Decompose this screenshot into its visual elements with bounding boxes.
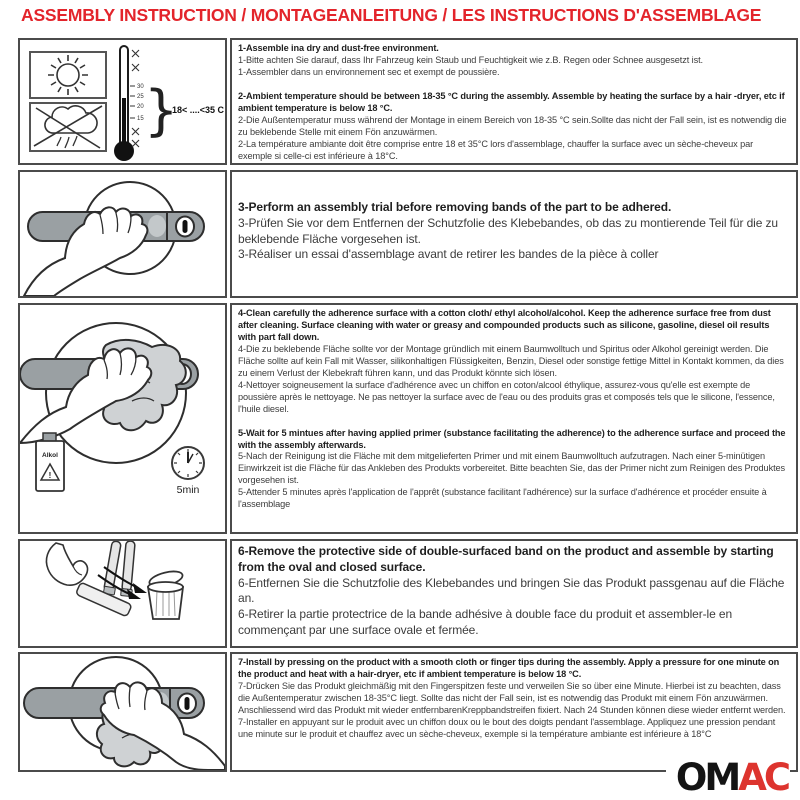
step5-fr: 5-Attender 5 minutes après l'application de l'apprêt (substance facilitant l'adhérence) sur la surface d'adhérence et procéder ensuite à l'assemblage xyxy=(238,487,767,510)
step2-de: 2-Die Außentemperatur muss während der Montage in einem Bereich von 18-35 °C sein.Sollte das nicht der Fall sein, ist es notwendig die zu beklebende Stelle mit einem Fön anzuwärmen. xyxy=(238,114,787,137)
text-steps-1-2 xyxy=(230,38,798,165)
step2-en: 2-Ambient temperature should be between 18-35 °C during the assembly. Assemble by heating the surface by a hair -dryer, etc if ambient temperature is below 18 °C. xyxy=(238,90,785,113)
step7-fr: 7-Installer en appuyant sur le produit avec un chiffon doux ou le bout des doigts pendant l'assemblage. Appliquez une pression pendant une minute sur le produit et chauffez avec un sèche-cheveux, exemple si la température ambiante est inférieure à 18°C xyxy=(238,716,776,739)
illustration-remove-band xyxy=(18,539,227,648)
page-title: ASSEMBLY INSTRUCTION / MONTAGEANLEITUNG / LES INSTRUCTIONS D'ASSEMBLAGE xyxy=(21,5,762,25)
step5-en: 5-Wait for 5 mintues after having applied primer (substance facilitating the adherence) to the adherence surface and proceed the with the assembly afterwards. xyxy=(238,427,786,450)
step4-fr: 4-Nettoyer soigneusement la surface d'adhérence avec un chiffon en coton/alcool éthylique, assurez-vous qu'elle est exempte de poussière après le nettoyage. Ne pas nettoyer la surface avec de l'eau ou des produits gras et composés tels que le silicone, l'essence, l'huile diesel. xyxy=(238,379,775,414)
step7-en: 7-Install by pressing on the product with a smooth cloth or finger tips during the assembly. Apply a pressure for one minute on the product and heat with a hair-dryer, etc if ambient temperature is below 18 °C. xyxy=(238,657,780,679)
timer-label: 5min xyxy=(176,484,200,496)
alcohol-bottle-icon xyxy=(36,433,64,491)
step3-fr: 3-Réaliser un essai d'assemblage avant de retirer les bandes de la pièce à coller xyxy=(238,247,659,262)
brand-logo-red: AC xyxy=(738,756,788,800)
step7-de: 7-Drücken Sie das Produkt gleichmäßig mit den Fingerspitzen feste und verweilen Sie so über eine Minute. Hierbei ist zu beachten, dass die Außentemperatur zwischen 18-35°C liegt. Sollte das nicht der Fall sein, ist es notwendig das Produkt mit einem Fön anzuwärmen. Anschliessend wird das Produkt mit wieder entfernbarenKreppbandstreifen fixiert. Nach 24 Stunden können diese wieder entfernt werden. xyxy=(238,680,786,715)
handle-highlight xyxy=(148,215,166,237)
illustration-assembly-trial xyxy=(18,170,227,298)
step4-en: 4-Clean carefully the adherence surface with a cotton cloth/ ethyl alcohol/alcohol. Keep the adherence surface free from dust after cleaning. Surface cleaning with water or greasy and compounded products such as silicone, gasoline, diesel oil results with part fall down. xyxy=(238,308,771,342)
warning-mark: ! xyxy=(48,471,52,480)
svg-text:15: 15 xyxy=(137,116,144,122)
brand-logo-black: OM xyxy=(675,756,739,800)
handle-trial-illustration xyxy=(20,172,225,296)
svg-text:20: 20 xyxy=(137,104,144,110)
step1-fr: 1-Assembler dans un environnement sec et exempt de poussière. xyxy=(238,66,500,77)
step1-en: 1-Assemble ina dry and dust-free environment. xyxy=(238,43,439,53)
step4-de: 4-Die zu beklebende Fläche sollte vor der Montage gründlich mit einem Baumwolltuch und Spiritus oder Alkohol gereinigt werden. Die Fläche sollte auf kein Fall mit Wasser, silikonhaltigen Flüssigkeiten, Benzin, Diesel oder sonstige fettige Mittel in Kontakt kommen, da dies zu einem Verlust der Klebekraft führen kann, und das Produkt könnte sich lösen. xyxy=(238,343,784,378)
environment-illustration xyxy=(20,40,225,163)
text-steps-4-5 xyxy=(230,303,798,534)
illustration-cleaning xyxy=(18,303,227,534)
timer-icon xyxy=(172,447,204,496)
press-illustration xyxy=(20,654,225,770)
step3-en: 3-Perform an assembly trial before removing bands of the part to be adhered. xyxy=(238,200,672,214)
step2-fr: 2-La température ambiante doit être comprise entre 18 et 35°C lors d'assemblage, chauffer la surface avec un sèche-cheveux par exemple si celle-ci est inférieure à 18°C. xyxy=(238,138,754,161)
cleaning-illustration xyxy=(20,305,225,532)
illustration-environment xyxy=(18,38,227,165)
text-step-7 xyxy=(230,652,798,772)
step6-de: 6-Entfernen Sie die Schutzfolie des Klebebandes und bringen Sie das Produkt passgenau auf die Fläche an. xyxy=(238,575,785,606)
trash-can-icon xyxy=(148,569,184,619)
svg-text:25: 25 xyxy=(137,94,144,100)
illustration-press xyxy=(18,652,227,772)
text-step-6 xyxy=(230,539,798,648)
brace-glyph: } xyxy=(144,79,179,142)
step3-de: 3-Prüfen Sie vor dem Entfernen der Schutzfolie des Klebebandes, ob das zu montierende Teil für die zu beklebende Fläche vorgesehen ist. xyxy=(238,215,779,246)
step6-fr: 6-Retirer la partie protectrice de la bande adhésive à double face du produit et assembler-le en commençant par une surface ovale et fermée. xyxy=(238,607,733,638)
step5-de: 5-Nach der Reinigung ist die Fläche mit dem mitgelieferten Primer und mit einem Baumwolltuch aufzutragen. Nach einer 5-minütigen Einwirkzeit ist die Fläche für das Ankleben des Produkts vorbereitet. Bitte beachten Sie, das der Primer nicht zum Reinigen des Produktes vorgesehen ist. xyxy=(238,451,786,486)
thermometer-icon xyxy=(114,46,144,161)
svg-text:30: 30 xyxy=(137,84,144,90)
temp-range-label: 18< ....<35 C xyxy=(171,105,224,115)
text-step-3 xyxy=(230,170,798,298)
hand-icon xyxy=(46,543,87,585)
alcohol-label: Alkol xyxy=(42,452,58,459)
step1-de: 1-Bitte achten Sie darauf, dass Ihr Fahrzeug kein Staub und Feuchtigkeit wie z.B. Regen oder Schnee ausgesetzt ist. xyxy=(238,54,703,65)
brand-logo xyxy=(666,756,790,800)
peel-band-illustration xyxy=(20,541,225,646)
step6-en: 6-Remove the protective side of double-surfaced band on the product and assemble by starting from the oval and closed surface. xyxy=(238,544,774,574)
